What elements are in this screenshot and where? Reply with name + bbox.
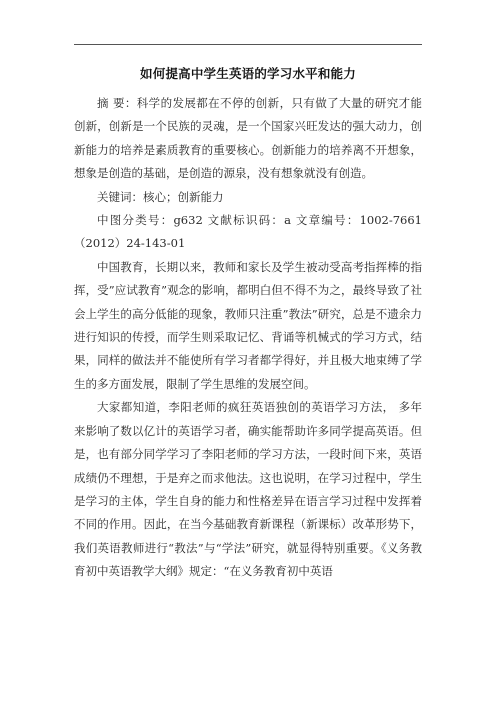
- article-body: [74, 92, 422, 584]
- keywords-paragraph: 关键词：核心；创新能力: [97, 189, 224, 204]
- article-title: 如何提高中学生英语的学习水平和能力: [140, 66, 356, 81]
- classification-paragraph: 中图分类号：g632 文献标识码：a 文章编号：1002-7661（2012）24-143-01: [74, 213, 422, 251]
- body-paragraph-1: 中国教育，长期以来，教师和家长及学生被动受高考指挥棒的指挥，受”应试教育”观念的影响，都明白但不得不为之，最终导致了社会上学生的高分低能的现象，教师只注重”教法”研究，总是不遗余力进行知识的传授，而学生则采取记忆、背诵等机械式的学习方式，结果，同样的做法并不能使所有学习者都学得好，并且极大地束缚了学生的多方面发展，限制了学生思维的发展空间。: [74, 259, 422, 391]
- abstract-paragraph: 摘 要：科学的发展都在不停的创新，只有做了大量的研究才能创新，创新是一个民族的灵魂，是一个国家兴旺发达的强大动力，创新能力的培养是素质教育的重要核心。创新能力的培养离不开想象，想象是创造的基础，是创造的源泉，没有想象就没有创造。: [74, 96, 422, 181]
- header-rule: [74, 44, 422, 45]
- body-paragraph-2: 大家都知道，李阳老师的疯狂英语独创的英语学习方法， 多年来影响了数以亿计的英语学习者，确实能帮助许多同学提高英语。但是，也有部分同学学习了李阳老师的学习方法，一段时间下来，英语成绩仍不理想，于是弃之而求他法。这也说明，在学习过程中，学生是学习的主体，学生自身的能力和性格差异在语言学习过程中发挥着不同的作用。因此，在当今基础教育新课程（新课标）改革形势下，我们英语教师进行“教法”与“学法”研究，就显得特别重要。《义务教育初中英语教学大纲》规定：“在义务教育初中英语: [74, 400, 422, 579]
